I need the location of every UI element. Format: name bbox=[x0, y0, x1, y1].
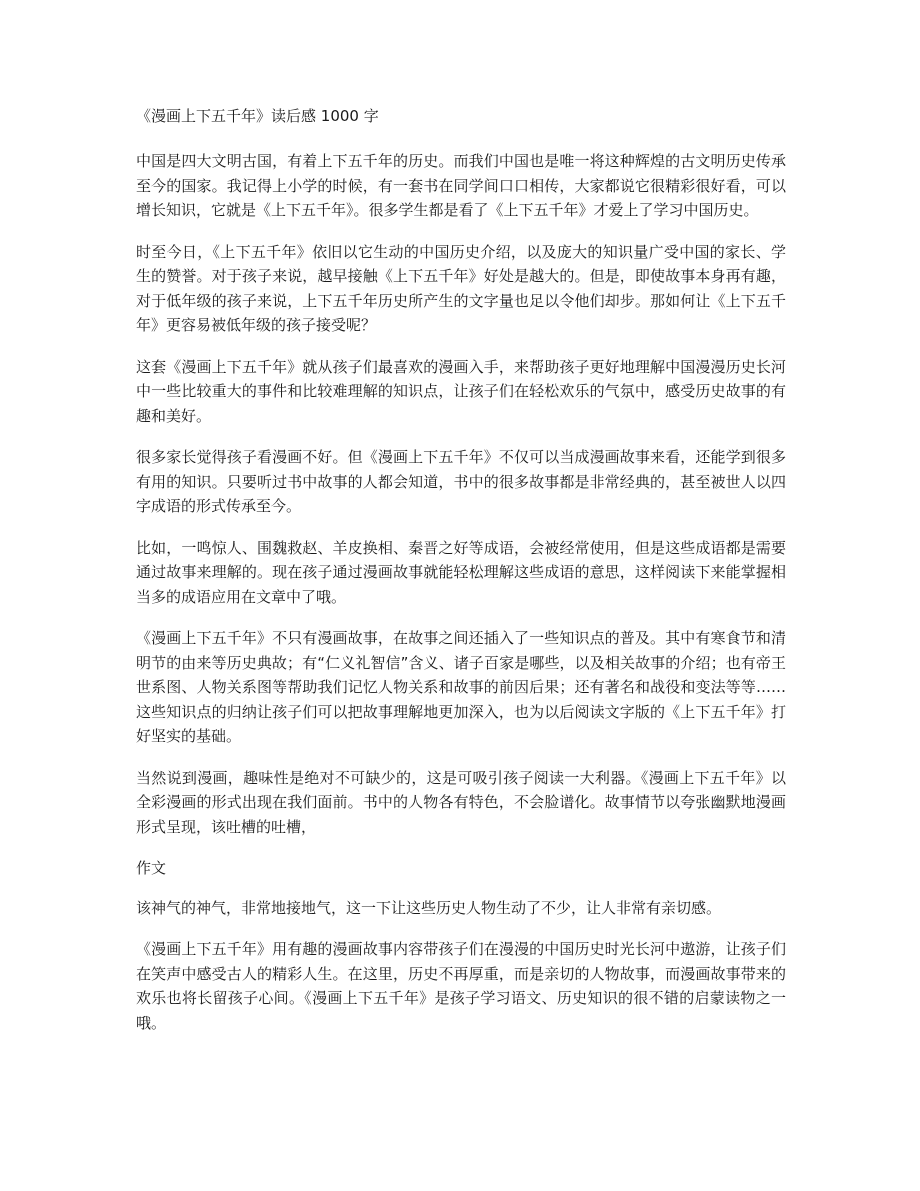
paragraph: 中国是四大文明古国，有着上下五千年的历史。而我们中国也是唯一将这种辉煌的古文明历史传承至今的国家。我记得上小学的时候，有一套书在同学间口口相传，大家都说它很精彩很好看，可以增长知识，它就是《上下五千年》。很多学生都是看了《上下五千年》才爱上了学习中国历史。 bbox=[136, 152, 786, 219]
paragraph: 很多家长觉得孩子看漫画不好。但《漫画上下五千年》不仅可以当成漫画故事来看，还能学到很多有用的知识。只要听过书中故事的人都会知道，书中的很多故事都是非常经典的，甚至被世人以四字成语的形式传承至今。 bbox=[136, 448, 786, 515]
paragraph: 时至今日，《上下五千年》依旧以它生动的中国历史介绍，以及庞大的知识量广受中国的家长、学生的赞誉。对于孩子来说，越早接触《上下五千年》好处是越大的。但是，即使故事本身再有趣，对于低年级的孩子来说，上下五千年历史所产生的文字量也足以令他们却步。那如何让《上下五千年》更容易被低年级的孩子接受呢？ bbox=[136, 242, 786, 334]
paragraph: 这套《漫画上下五千年》就从孩子们最喜欢的漫画入手，来帮助孩子更好地理解中国漫漫历史长河中一些比较重大的事件和比较难理解的知识点，让孩子们在轻松欢乐的气氛中，感受历史故事的有趣和美好。 bbox=[136, 357, 786, 425]
paragraph: 《漫画上下五千年》不只有漫画故事，在故事之间还插入了一些知识点的普及。其中有寒食节和清明节的由来等历史典故；有“仁义礼智信”含义、诸子百家是哪些，以及相关故事的介绍；也有帝王世系图、人物关系图等帮助我们记忆人物关系和故事的前因后果；还有著名和战役和变法等等……这些知识点的归纳让孩子们可以把故事理解地更加深入，也为以后阅读文字版的《上下五千年》打好坚实的基础。 bbox=[136, 629, 786, 745]
paragraph: 当然说到漫画，趣味性是绝对不可缺少的，这是可吸引孩子阅读一大利器。《漫画上下五千年》以全彩漫画的形式出现在我们面前。书中的人物各有特色，不会脸谱化。故事情节以夸张幽默地漫画形式呈现，该吐槽的吐槽， bbox=[136, 768, 786, 836]
section-label: 作文 bbox=[136, 859, 167, 877]
paragraph: 《漫画上下五千年》用有趣的漫画故事内容带孩子们在漫漫的中国历史时光长河中遨游，让孩子们在笑声中感受古人的精彩人生。在这里，历史不再厚重，而是亲切的人物故事，而漫画故事带来的欢乐也将长留孩子心间。《漫画上下五千年》是孩子学习语文、历史知识的很不错的启蒙读物之一哦。 bbox=[136, 940, 786, 1032]
document-body bbox=[136, 149, 786, 1052]
paragraph: 比如，一鸣惊人、围魏救赵、羊皮换相、秦晋之好等成语，会被经常使用，但是这些成语都是需要通过故事来理解的。现在孩子通过漫画故事就能轻松理解这些成语的意思，这样阅读下来能掌握相当多的成语应用在文章中了哦。 bbox=[136, 538, 786, 606]
document-title: 《漫画上下五千年》读后感 1000 字 bbox=[136, 107, 379, 125]
paragraph: 该神气的神气，非常地接地气，这一下让这些历史人物生动了不少，让人非常有亲切感。 bbox=[136, 898, 722, 917]
